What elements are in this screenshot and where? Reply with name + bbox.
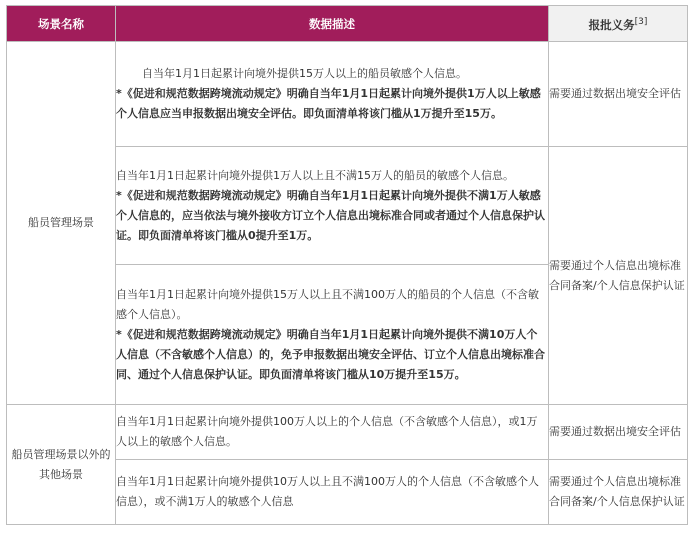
description-text: 自当年1月1日起累计向境外提供15万人以上的船员敏感个人信息。: [142, 67, 467, 80]
header-approval-obligation: [549, 6, 688, 42]
obligation-cell: 需要通过数据出境安全评估: [549, 405, 688, 460]
description-cell: [116, 405, 549, 460]
obligation-cell: 需要通过数据出境安全评估: [549, 42, 688, 147]
table-row: [7, 42, 688, 147]
footnote-ref[interactable]: [3]: [634, 17, 648, 28]
description-cell: [116, 42, 549, 147]
header-approval-label: 报批义务: [588, 17, 635, 32]
regulation-table: [6, 5, 688, 525]
description-text: 自当年1月1日起累计向境外提供100万人以上的个人信息（不含敏感个人信息），或1万人以上的敏感个人信息。: [116, 415, 538, 448]
description-note: *《促进和规范数据跨境流动规定》明确自当年1月1日起累计向境外提供不满10万人个人信息（不含敏感个人信息）的，免予申报数据出境安全评估、订立个人信息出境标准合同、通过个人信息保护认证。即负面清单将该门槛从10万提升至15万。: [116, 327, 545, 381]
table-row: [7, 405, 688, 460]
scene-cell: 船员管理场景: [7, 42, 116, 405]
description-cell: [116, 265, 549, 405]
header-data-description: 数据描述: [116, 6, 549, 42]
description-note: *《促进和规范数据跨境流动规定》明确自当年1月1日起累计向境外提供1万人以上敏感个人信息应当申报数据出境安全评估。即负面清单将该门槛从1万提升至15万。: [116, 87, 541, 120]
description-text: 自当年1月1日起累计向境外提供1万人以上且不满15万人的船员的敏感个人信息。: [116, 168, 514, 182]
scene-cell: 船员管理场景以外的其他场景: [7, 405, 116, 525]
obligation-cell: 需要通过个人信息出境标准合同备案/个人信息保护认证: [549, 147, 688, 405]
table-header-row: [7, 6, 688, 42]
description-note: *《促进和规范数据跨境流动规定》明确自当年1月1日起累计向境外提供不满1万人敏感个人信息的，应当依法与境外接收方订立个人信息出境标准合同或者通过个人信息保护认证。即负面清单将该门槛从0提升至1万。: [116, 188, 545, 242]
description-cell: [116, 460, 549, 525]
description-text: 自当年1月1日起累计向境外提供15万人以上且不满100万人的船员的个人信息（不含敏感个人信息）。: [116, 287, 539, 321]
description-cell: [116, 147, 549, 265]
header-scene-name: 场景名称: [7, 6, 116, 42]
obligation-cell: 需要通过个人信息出境标准合同备案/个人信息保护认证: [549, 460, 688, 525]
description-text: 自当年1月1日起累计向境外提供10万人以上且不满100万人的个人信息（不含敏感个人信息），或不满1万人的敏感个人信息: [116, 475, 539, 508]
